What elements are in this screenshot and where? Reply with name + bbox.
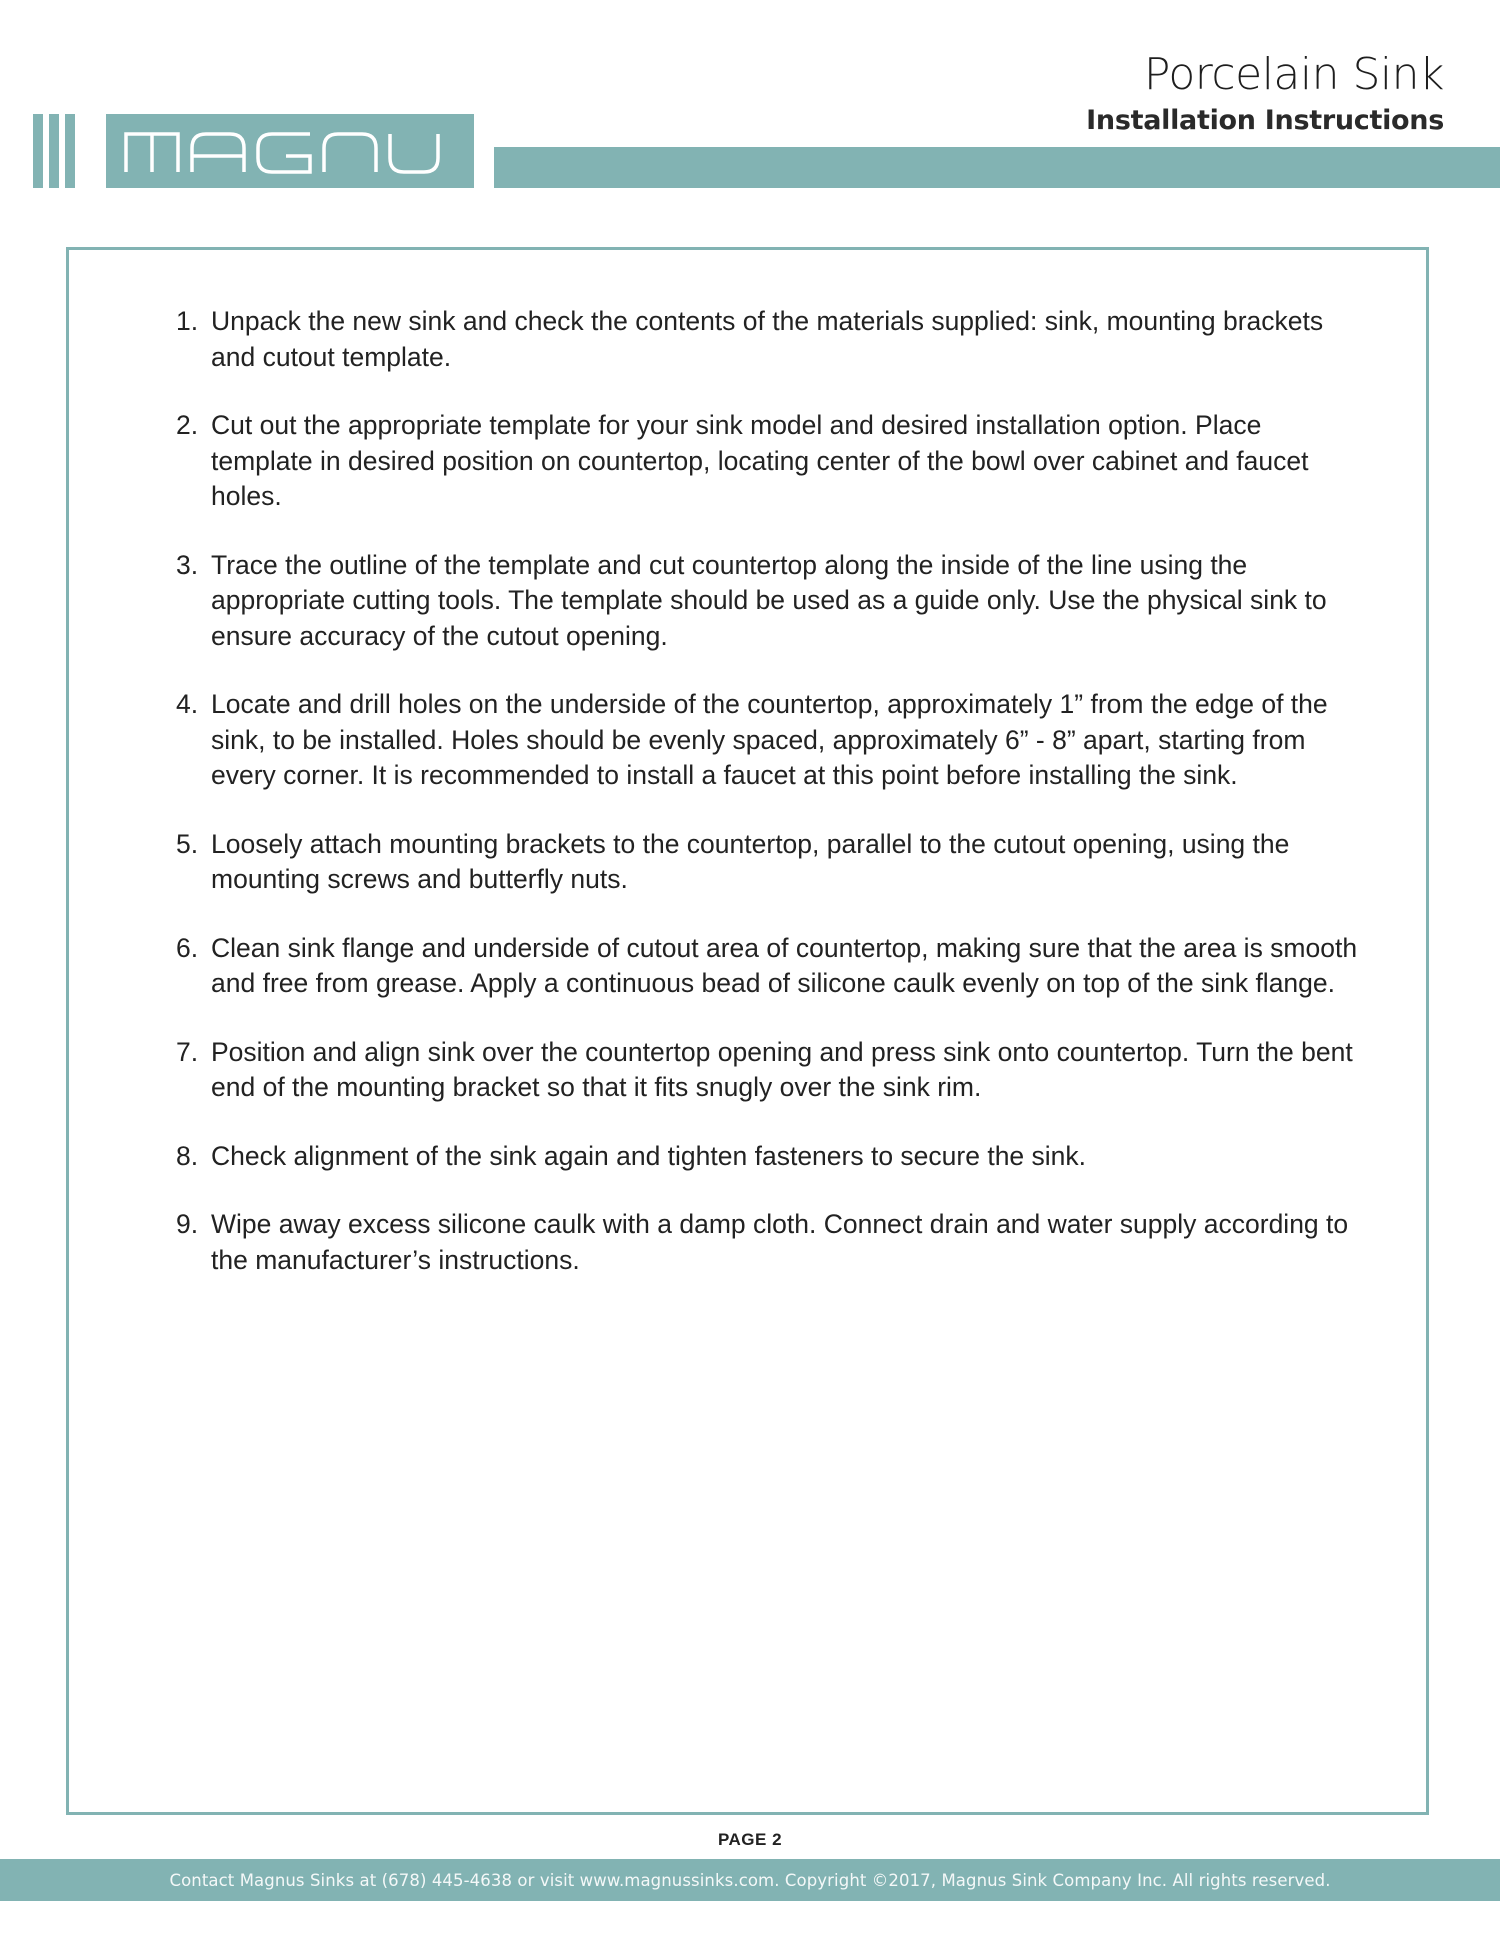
magnus-wordmark	[120, 126, 460, 176]
header-accent-bar	[494, 147, 1500, 188]
step-number: 8.	[176, 1140, 199, 1171]
step-number: 5.	[176, 828, 199, 859]
step-text: Check alignment of the sink again and tighten fasteners to secure the sink.	[211, 1140, 1087, 1171]
document-title: Porcelain Sink	[1143, 49, 1444, 100]
step-number: 2.	[176, 410, 199, 440]
step-text: Cut out the appropriate template for your sink model and desired installation option. Place template in desired position on countertop, locating center of the bowl over cabinet and faucet holes.	[211, 410, 1309, 511]
step-text: Position and align sink over the countertop opening and press sink onto countertop. Turn the bent end of the mounting bracket so that it fits snugly over the sink rim.	[211, 1036, 1353, 1102]
instruction-step	[176, 1207, 1366, 1278]
instruction-steps	[176, 304, 1366, 1311]
step-text: Clean sink flange and underside of cutout area of countertop, making sure that the area is smooth and free from grease. Apply a continuous bead of silicone caulk evenly on top of the sink flange.	[211, 932, 1358, 998]
step-number: 7.	[176, 1036, 199, 1067]
instruction-step	[176, 1139, 1366, 1175]
instruction-step	[176, 827, 1366, 898]
step-text: Trace the outline of the template and cut countertop along the inside of the line using the appropriate cutting tools. The template should be used as a guide only. Use the physical sink to ensure accuracy of the cutout opening.	[211, 549, 1327, 651]
logo-stripe	[65, 114, 75, 188]
step-text: Wipe away excess silicone caulk with a damp cloth. Connect drain and water supply according to the manufacturer’s instructions.	[211, 1209, 1349, 1275]
logo-stripe	[49, 114, 59, 188]
logo-stripe	[33, 114, 43, 188]
instruction-step	[176, 304, 1366, 375]
logo-stripes	[33, 114, 75, 188]
step-text: Loosely attach mounting brackets to the countertop, parallel to the cutout opening, using the mounting screws and butterfly nuts.	[211, 828, 1290, 894]
instruction-step	[176, 408, 1366, 515]
step-text: Unpack the new sink and check the contents of the materials supplied: sink, mounting brackets and cutout template.	[211, 306, 1324, 372]
document-subtitle: Installation Instructions	[1086, 105, 1444, 136]
footer-bar	[0, 1859, 1500, 1901]
instruction-step	[176, 687, 1366, 794]
instruction-step	[176, 1035, 1366, 1106]
step-text: Locate and drill holes on the underside of the countertop, approximately 1” from the edge of the sink, to be installed. Holes should be evenly spaced, approximately 6” - 8” apart, starting from every corner. It is recommended to install a faucet at this point before installing the sink.	[211, 689, 1328, 790]
step-number: 3.	[176, 549, 199, 580]
step-number: 6.	[176, 932, 199, 963]
step-number: 9.	[176, 1209, 199, 1239]
footer-contact-text: Contact Magnus Sinks at (678) 445-4638 or visit www.magnussinks.com. Copyright ©2017, Magnus Sink Company Inc. All rights reserved.	[169, 1870, 1331, 1890]
instruction-step	[176, 548, 1366, 655]
instruction-step	[176, 931, 1366, 1002]
brand-logo	[106, 114, 474, 188]
instructions-panel	[66, 247, 1429, 1815]
step-number: 1.	[176, 306, 199, 336]
page-number: PAGE 2	[717, 1830, 783, 1849]
step-number: 4.	[176, 689, 199, 719]
